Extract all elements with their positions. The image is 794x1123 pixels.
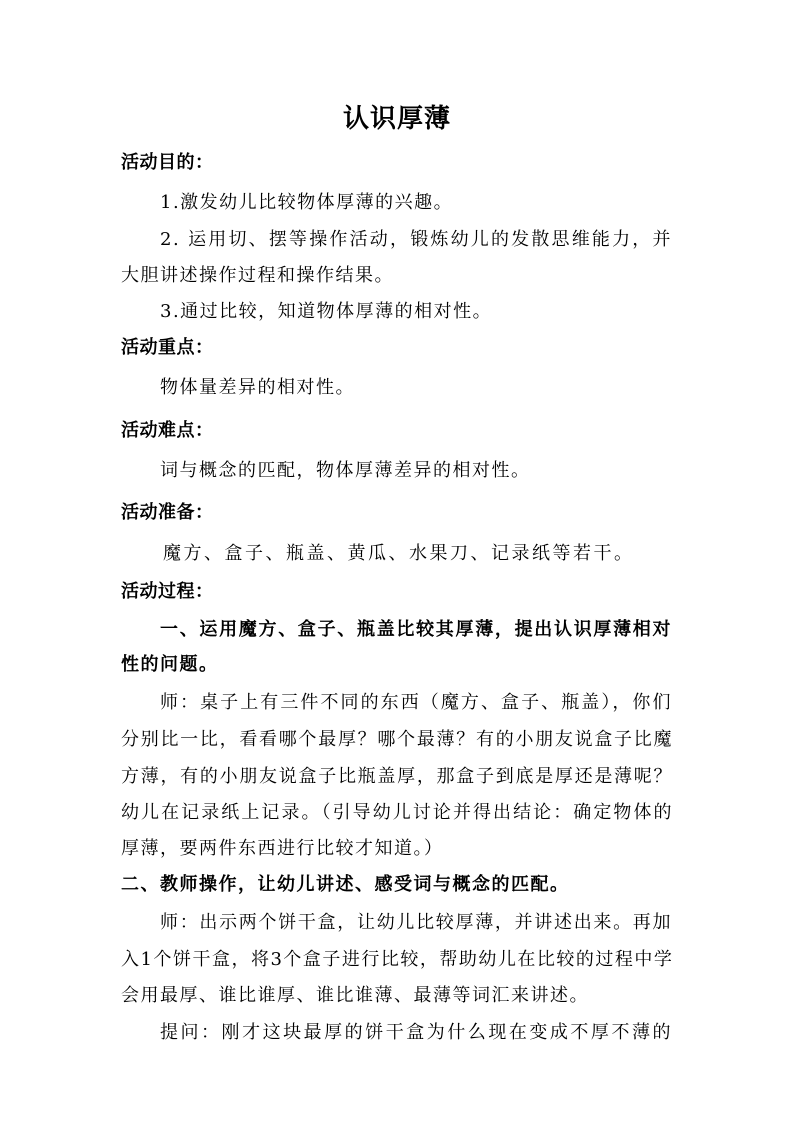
difficult-text: 词与概念的匹配，物体厚薄差异的相对性。: [160, 460, 531, 481]
step2-body-line1: 师：出示两个饼干盒，让幼儿比较厚薄，并讲述出来。再加: [160, 912, 672, 933]
step2-heading: 二、教师操作，让幼儿讲述、感受词与概念的匹配。: [121, 874, 570, 895]
step2-body-line3: 会用最厚、谁比谁厚、谁比谁薄、最薄等词汇来讲述。: [121, 985, 589, 1006]
key-heading: 活动重点：: [121, 337, 214, 358]
prep-text: 魔方、盒子、瓶盖、黄瓜、水果刀、记录纸等若干。: [163, 543, 635, 564]
step1-heading-line2: 性的问题。: [121, 654, 219, 675]
prep-heading: 活动准备：: [121, 502, 214, 523]
step1-body-line5: 厚薄，要两件东西进行比较才知道。）: [121, 838, 444, 859]
step1-body-line4: 幼儿在记录纸上记录。（引导幼儿讨论并得出结论：确定物体的: [121, 802, 673, 823]
step2-body-line4: 提问：刚才这块最厚的饼干盒为什么现在变成不厚不薄的: [160, 1022, 672, 1043]
goal-item-1: 1.激发幼儿比较物体厚薄的兴趣。: [160, 192, 454, 213]
step1-body-line1: 师：桌子上有三件不同的东西（魔方、盒子、瓶盖），你们: [160, 692, 672, 713]
step1-body-line3: 方薄，有的小朋友说盒子比瓶盖厚，那盒子到底是厚还是薄呢？: [121, 766, 673, 787]
difficult-heading: 活动难点：: [121, 420, 214, 441]
goal-item-2: 2. 运用切、摆等操作活动，锻炼幼儿的发散思维能力，并: [160, 229, 672, 250]
goal-item-3: 3.通过比较，知道物体厚薄的相对性。: [160, 301, 493, 322]
step1-heading-line1: 一、运用魔方、盒子、瓶盖比较其厚薄，提出认识厚薄相对: [160, 619, 672, 640]
document-title: 认识厚薄: [342, 104, 451, 134]
step2-body-line2: 入1个饼干盒，将3个盒子进行比较，帮助幼儿在比较的过程中学: [121, 949, 674, 970]
goal-item-2-cont: 大胆讲述操作过程和操作结果。: [121, 265, 394, 286]
goal-heading: 活动目的：: [121, 152, 214, 173]
step1-body-line2: 分别比一比，看看哪个最厚？哪个最薄？有的小朋友说盒子比魔: [121, 729, 673, 750]
key-text: 物体量差异的相对性。: [160, 377, 355, 398]
process-heading: 活动过程：: [121, 581, 214, 602]
